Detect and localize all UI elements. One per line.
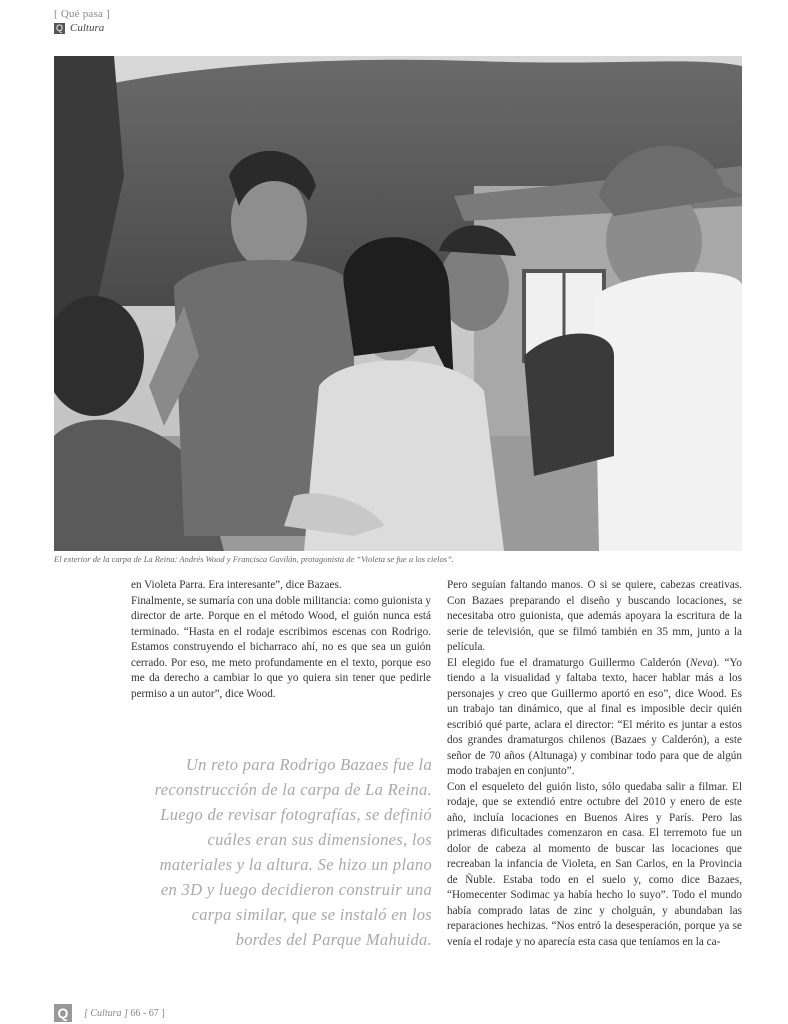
page-footer: [54, 1004, 165, 1022]
section-name: Cultura: [70, 22, 105, 34]
magazine-logo-icon: Q: [54, 1004, 72, 1022]
body-paragraph: en Violeta Parra. Era interesante”, dice Bazaes.: [131, 579, 342, 591]
body-paragraph: Finalmente, se sumaría con una doble militancia: como guionista y director de arte. Porque en el método Wood, el guión nunca está terminado. “Hasta en el rodaje escribimos escenas con Rodrigo. Estamos construyendo el bicharraco ahí, no es que sea un guión cerrado. Por eso, me meto profundamente en el texto, porque eso me da derecho a cambiar lo que yo quiera sin tener que pedirle permiso a un autor”, dice Wood.: [131, 594, 431, 700]
magazine-logo-icon: Q: [55, 22, 63, 33]
body-paragraph: [447, 656, 742, 780]
footer-section: [ Cultura ]: [84, 1007, 128, 1019]
magazine-kicker: [ Qué pasa ]: [54, 8, 110, 20]
footer-folio: [84, 1008, 165, 1019]
body-text: El elegido fue el dramaturgo Guillermo Calderón (: [447, 656, 690, 669]
section-label-row: [54, 22, 110, 34]
photo-caption: El exterior de la carpa de La Reina: Andrés Wood y Francisca Gavilán, protagonista de “Violeta se fue a los cielos”.: [54, 554, 454, 564]
pull-quote: Un reto para Rodrigo Bazaes fue la reconstrucción de la carpa de La Reina. Luego de revisar fotografías, se definió cuáles eran sus dimensiones, los materiales y la altura. Se hizo un plano en 3D y luego decidieron construir una carpa similar, que se instaló en los bordes del Parque Mahuida.: [154, 755, 432, 949]
right-column: [447, 578, 742, 950]
body-paragraph: Pero seguían faltando manos. O si se quiere, cabezas creativas. Con Bazaes preparando el diseño y buscando locaciones, se necesitaba otro guionista, que además apoyara la escritura de la serie de televisión, que se filmó también en 35 mm, junto a la película.: [447, 579, 742, 653]
body-text: ). “Yo tiendo a la visualidad y faltaba texto, hacer hablar más a los personajes y creo que Guillermo aportó en eso”, dice Wood. Es un trabajo tan dinámico, que al final es imposible decir quién escribió qué parte, aclara el director: “El mérito es juntar a estos dos grandes dramaturgos chilenos (Bazaes y Calderón), a este señor de 70 años (Altunaga) y combinar todo para que de algún modo trabajen en conjunto”.: [447, 656, 742, 777]
left-column: [131, 578, 431, 702]
page-header: [54, 8, 110, 34]
play-title: Neva: [689, 656, 713, 669]
page-numbers: 66 - 67 ]: [130, 1007, 165, 1019]
body-paragraph: Con el esqueleto del guión listo, sólo quedaba salir a filmar. El rodaje, que se extendió entre octubre del 2010 y enero de este año, incluía locaciones en Buenos Aires y París. Pero las primeras dificultades comenzaron en casa. El terremoto fue un dolor de cabeza al momento de buscar las locaciones que recreaban la infancia de Violeta, en San Carlos, en la Provincia de Ñuble. Estaba todo en el suelo y, como dice Bazaes, “Homecenter Sodimac ya había hecho lo suyo”. Todo el mundo había comprado latas de zinc y cholguán, y abundaban las reparaciones hechizas. “Nos entró la desesperación, porque ya se venía el rodaje y no aparecía esta casa que teníamos en la ca-: [447, 780, 742, 948]
film-set-photo: [54, 56, 742, 551]
